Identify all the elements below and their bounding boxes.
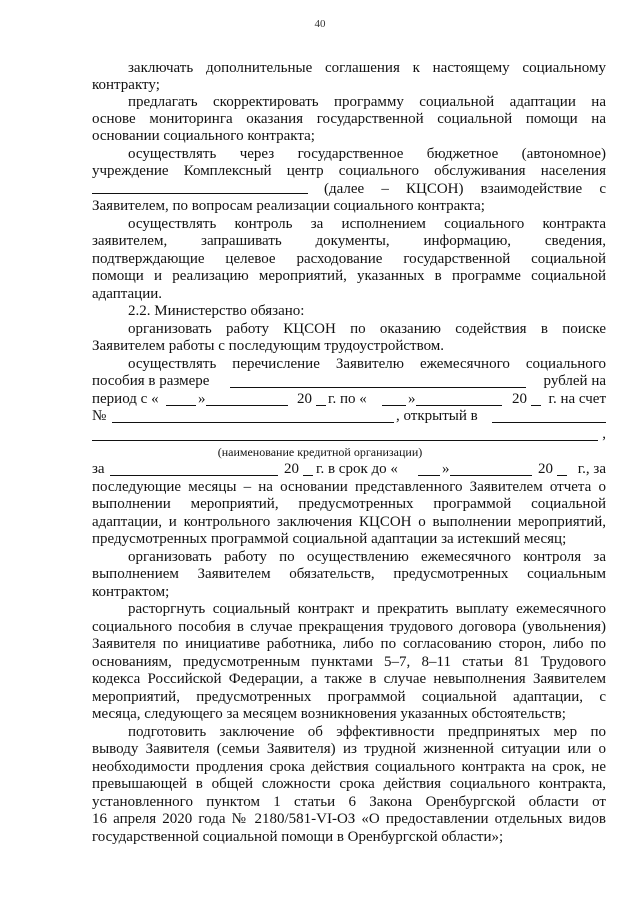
text-fragment: пособия в размере (92, 373, 210, 389)
text-fragment: » (198, 391, 206, 407)
blank-day (418, 463, 440, 476)
text-line: контракту; (92, 77, 160, 93)
text-line: 16 апреля 2020 года № 2180/581-VI-ОЗ «О предоставлении отдельных видов (92, 811, 606, 827)
text-line: превышающей в общей сложности срока действия социального контракта, (92, 776, 606, 792)
text-line: учреждение Комплексный центр социального обслуживания населения (92, 163, 606, 179)
text-line: осуществлять контроль за исполнением социального контракта (128, 216, 606, 232)
blank-field (92, 181, 308, 194)
text-line: подготовить заключение об эффективности предпринятых мер по (128, 724, 606, 740)
blank-month (416, 393, 502, 406)
blank-year (303, 463, 313, 476)
bank-name-blank (92, 428, 598, 441)
term-line (92, 461, 606, 478)
text-line: осуществлять перечисление Заявителю ежемесячного социального (128, 356, 606, 372)
blank-month (450, 463, 532, 476)
text-line: основаниям, предусмотренным пунктами 5–7, 8–11 статьи 81 Трудового (92, 654, 606, 670)
text-fragment: № (92, 408, 107, 424)
text-line-with-blank (92, 181, 606, 198)
text-fragment: г. по « (328, 391, 367, 407)
blank-month (206, 393, 288, 406)
text-fragment: 20 (512, 391, 527, 407)
text-fragment: , открытый в (396, 408, 478, 424)
text-line: адаптации. (92, 286, 163, 302)
account-line (92, 408, 606, 425)
blank-year (557, 463, 567, 476)
blank-year (316, 393, 326, 406)
caption-bank-name: (наименование кредитной организации) (217, 445, 423, 459)
text-line-with-blank (92, 373, 606, 390)
text-fragment: 20 (297, 391, 312, 407)
text-line: выводу Заявителя (семьи Заявителя) из трудной жизненной ситуации или о (92, 741, 606, 757)
page-number: 40 (314, 18, 326, 30)
amount-blank (230, 375, 526, 388)
text-fragment: » (408, 391, 416, 407)
text-fragment: период с « (92, 391, 159, 407)
text-fragment: , (602, 426, 606, 442)
text-line: адаптации, и контрольного заключения КЦСОН о выполнении мероприятий, (92, 514, 606, 530)
text-line: выполнении мероприятий, предусмотренных программой социальной (92, 496, 606, 512)
text-line: заявителем, запрашивать документы, информацию, сведения, (92, 233, 606, 249)
account-blank (112, 410, 394, 423)
section-heading: 2.2. Министерство обязано: (128, 303, 305, 319)
text-fragment: рублей на (543, 373, 606, 389)
text-line: Заявителем, по вопросам реализации социального контракта; (92, 198, 485, 214)
blank-day (382, 393, 406, 406)
text-line: кодекса Российской Федерации, а также в случае невыполнения Заявителем (92, 671, 606, 687)
text-line: организовать работу КЦСОН по оказанию содействия в поиске (128, 321, 606, 337)
text-line: заключать дополнительные соглашения к настоящему социальному (128, 60, 606, 76)
text-fragment: (далее – КЦСОН) взаимодействие с (324, 181, 606, 197)
text-line: установленного пунктом 1 статьи 6 Закона Оренбургской области от (92, 794, 606, 810)
bank-line (92, 426, 606, 443)
text-line: государственной социальной помощи в Оренбургской области»; (92, 829, 504, 845)
text-line: последующие месяцы – на основании представленного Заявителем отчета о (92, 479, 606, 495)
bank-blank (492, 410, 606, 423)
text-fragment: за (92, 461, 105, 477)
text-fragment: 20 (284, 461, 299, 477)
text-line: расторгнуть социальный контракт и прекратить выплату ежемесячного (128, 601, 606, 617)
text-line: осуществлять через государственное бюджетное (автономное) (128, 146, 606, 162)
text-line: основе мониторинга оказания государственной социальной помощи на (92, 111, 606, 127)
text-fragment: 20 (538, 461, 553, 477)
text-line: Заявителя по инициативе работника, либо по согласованию сторон, либо по (92, 636, 606, 652)
text-fragment: г. в срок до « (316, 461, 398, 477)
text-line: предлагать скорректировать программу социальной адаптации на (128, 94, 606, 110)
text-line: Заявителем работы с последующим трудоустройством. (92, 338, 445, 354)
text-line: необходимости продления срока действия социального контракта на срок, не (92, 759, 606, 775)
text-line: предусмотренных программой социальной адаптации за истекший месяц; (92, 531, 567, 547)
text-line: контрактом; (92, 584, 170, 600)
blank-month (110, 463, 278, 476)
text-line: социального пособия в случае прекращения трудового договора (увольнения) (92, 619, 606, 635)
blank-day (166, 393, 196, 406)
text-line: организовать работу по осуществлению ежемесячного контроля за (128, 549, 606, 565)
blank-year (531, 393, 541, 406)
text-line: помощи и реализацию мероприятий, указанных в программе социальной (92, 268, 606, 284)
text-line: выполнением Заявителем обязательств, предусмотренных социальным (92, 566, 606, 582)
text-fragment: г. на счет (548, 391, 606, 407)
period-line (92, 391, 606, 408)
text-line: основании социального контракта; (92, 128, 315, 144)
text-fragment: » (442, 461, 450, 477)
text-line: месяца, следующего за месяцем возникновения указанных обстоятельств; (92, 706, 566, 722)
text-line: мероприятий, предусмотренных программой социальной адаптации, с (92, 689, 606, 705)
text-line: подтверждающие целевое расходование государственной социальной (92, 251, 606, 267)
text-fragment: г., за (577, 461, 606, 477)
